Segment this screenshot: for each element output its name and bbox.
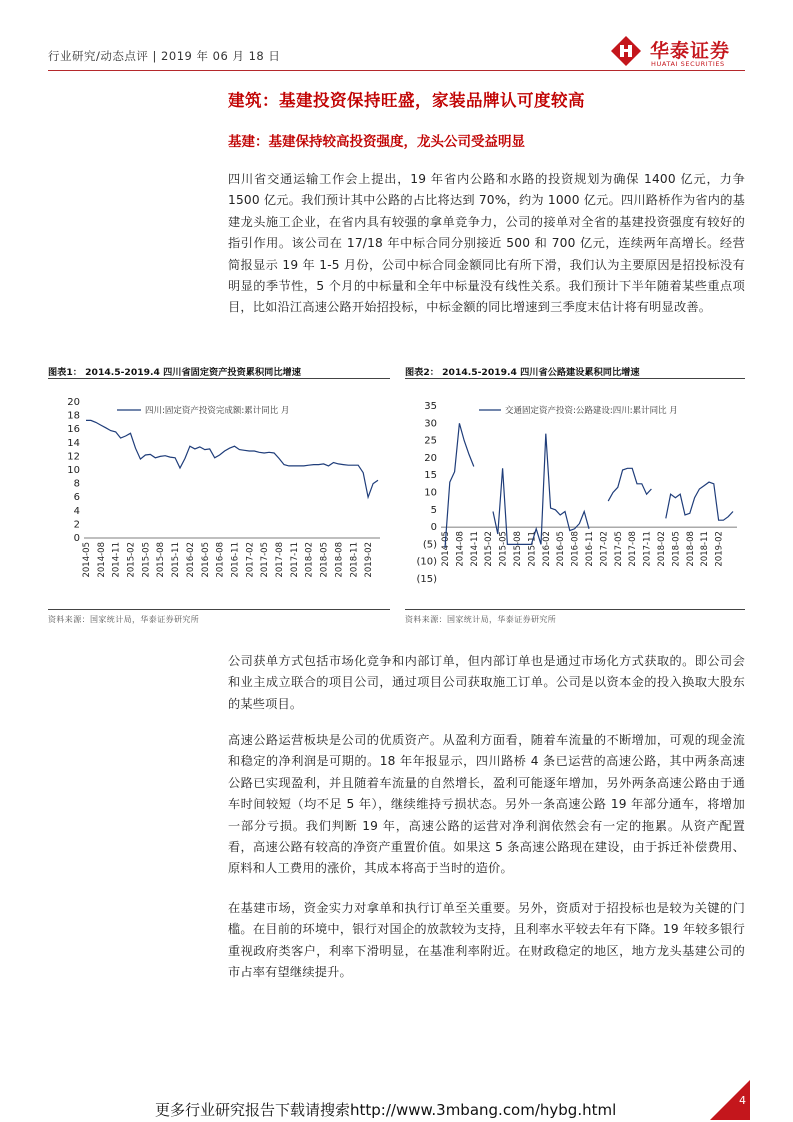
chart-2-x-tick-label: 2014-08 (455, 531, 466, 567)
chart-1-x-tick-label: 2017-11 (289, 542, 300, 578)
chart-2-x-tick-label: 2014-05 (441, 531, 451, 567)
footer-download-note: 更多行业研究报告下载请搜索http://www.3mbang.com/hybg.html (155, 1101, 617, 1119)
chart-2-x-tick-label: 2018-08 (685, 531, 696, 567)
chart-2-y-tick-label: (10) (416, 556, 437, 568)
chart-2-y-tick-label: 15 (424, 470, 437, 482)
chart-2 (405, 384, 745, 600)
chart-1-x-tick-label: 2018-05 (319, 542, 330, 578)
chart-1-x-tick-label: 2016-11 (230, 542, 241, 578)
figure-1-source: 资料来源：国家统计局，华泰证券研究所 (48, 615, 200, 624)
chart-1-y-tick-label: 12 (67, 451, 80, 463)
page-number: 4 (739, 1094, 746, 1107)
chart-2-x-tick-label: 2015-08 (513, 531, 523, 567)
chart-1-x-tick-label: 2016-05 (200, 542, 211, 578)
brand-name-english: HUATAI SECURITIES (651, 60, 725, 68)
figure-1-bottom-rule (48, 609, 390, 610)
chart-1-x-tick-label: 2014-11 (111, 542, 122, 578)
paragraph-2: 公司获单方式包括市场化竞争和内部订单，但内部订单也是通过市场化方式获取的。即公司会和业主成立联合的项目公司，通过项目公司获取施工订单。公司是以资本金的投入换取大股东的某些项目。 (228, 654, 745, 711)
chart-2-y-tick-label: 20 (424, 452, 437, 464)
chart-2-series-segment (666, 482, 733, 520)
chart-2-x-tick-label: 2017-02 (599, 531, 610, 567)
chart-1-y-tick-label: 6 (73, 492, 80, 504)
chart-2-x-tick-label: 2015-05 (498, 531, 509, 567)
subsection-heading: 基建：基建保持较高投资强度，龙头公司受益明显 (228, 134, 525, 150)
report-meta: 行业研究/动态点评 | 2019 年 06 月 18 日 (48, 49, 281, 63)
brand-name: 华泰证券 (650, 40, 731, 62)
chart-2-x-tick-label: 2015-11 (527, 531, 538, 567)
chart-2-x-tick-label: 2018-11 (700, 531, 711, 567)
chart-2-x-tick-label: 2017-05 (613, 531, 624, 567)
chart-1-x-tick-label: 2015-05 (141, 542, 152, 578)
chart-1-x-tick-label: 2015-11 (171, 542, 182, 578)
chart-1-y-tick-label: 20 (67, 397, 80, 408)
chart-2-series-segment (493, 434, 589, 545)
chart-1-y-tick-label: 14 (67, 437, 80, 449)
chart-1-y-tick-label: 2 (73, 519, 80, 531)
chart-2-x-tick-label: 2015-02 (484, 531, 495, 567)
chart-2-x-tick-label: 2017-11 (642, 531, 653, 567)
chart-1-x-tick-label: 2017-05 (260, 542, 271, 578)
chart-1-x-tick-label: 2016-02 (185, 542, 196, 578)
figure-2-bottom-rule (405, 609, 745, 610)
chart-2-y-tick-label: 5 (430, 504, 437, 516)
chart-2-y-tick-label: 30 (424, 418, 437, 430)
chart-2-x-tick-label: 2014-11 (469, 531, 480, 567)
huatai-logo-icon (611, 36, 641, 66)
chart-1-x-tick-label: 2018-11 (349, 542, 360, 578)
chart-2-x-tick-label: 2019-02 (714, 531, 725, 567)
chart-1-y-tick-label: 8 (73, 478, 80, 490)
chart-2-x-tick-label: 2016-08 (570, 531, 581, 567)
chart-2-x-tick-label: 2018-05 (671, 531, 682, 567)
chart-1-x-tick-label: 2015-02 (126, 542, 137, 578)
chart-1-y-tick-label: 0 (73, 533, 80, 544)
chart-1-x-tick-label: 2019-02 (364, 542, 375, 578)
chart-2-y-tick-label: (5) (422, 539, 437, 551)
figure-1-top-rule (48, 378, 390, 379)
chart-1-y-tick-label: 4 (73, 505, 80, 517)
paragraph-3: 高速公路运营板块是公司的优质资产。从盈利方面看，随着车流量的不断增加，可观的现金流和稳定的净利润是可期的。18 年年报显示，四川路桥 4 条已运营的高速公路，其中两条高速公路已实现盈利，并且随着车流量的自然增长，盈利可能逐年增加，另外两条高速公路由于通车时间较短（均不足 5 年），继续维持亏损状态。另外一条高速公路 19 年部分通车，将增加一部分亏损。我们判断 19 年，高速公路的运营对净利润依然会有一定的拖累。从资产配置看，高速公路有较高的净资产重置价值。如果这 5 条高速公路现在建设，由于拆迁补偿费用、原料和人工费用的涨价，其成本将高于当时的造价。 (228, 733, 745, 876)
chart-2-y-tick-label: (15) (416, 574, 437, 585)
chart-1-y-tick-label: 10 (67, 465, 80, 476)
chart-2-y-tick-label: 0 (430, 522, 437, 534)
section-heading: 建筑：基建投资保持旺盛，家装品牌认可度较高 (228, 91, 585, 110)
chart-1-x-tick-label: 2015-08 (156, 542, 167, 578)
paragraph-1: 四川省交通运输工作会上提出，19 年省内公路和水路的投资规划为确保 1400 亿元，力争 1500 亿元。我们预计其中公路的占比将达到 70%，约为 1000 亿元。四川路桥作为省内的基建龙头施工企业，在省内具有较强的拿单竞争力，公司的接单对全省的基建投资强度有较好的指引作用。该公司在 17/18 年中标合同分别接近 500 和 700 亿元，连续两年高增长。经营简报显示 19 年 1-5 月份，公司中标合同金额同比有所下滑，我们认为主要原因是招投标没有明显的季节性，5 个月的中标量和全年中标量没有线性关系。我们预计下半年随着某些重点项目，比如沿江高速公路开始招投标，中标金额的同比增速到三季度末估计将有明显改善。 (228, 172, 745, 315)
chart-2-x-tick-label: 2018-02 (657, 531, 667, 567)
chart-2-series-segment (608, 468, 651, 501)
figure-2-top-rule (405, 378, 745, 379)
chart-1-y-tick-label: 18 (67, 410, 80, 422)
chart-2-x-tick-label: 2016-11 (585, 531, 595, 567)
chart-1-x-tick-label: 2018-08 (334, 542, 345, 578)
chart-2-series-segment (445, 423, 474, 548)
chart-2-x-tick-label: 2016-05 (556, 531, 567, 567)
figure-1-title: 图表1： 2014.5-2019.4 四川省固定资产投资累积同比增速 (48, 367, 301, 378)
chart-1-y-tick-label: 16 (67, 424, 80, 436)
figure-2-source: 资料来源：国家统计局，华泰证券研究所 (405, 615, 557, 624)
chart-1-x-tick-label: 2017-08 (275, 542, 286, 578)
chart-1-x-tick-label: 2014-05 (82, 542, 92, 578)
chart-2-y-tick-label: 25 (424, 435, 437, 447)
chart-2-x-tick-label: 2016-02 (541, 531, 552, 567)
paragraph-4: 在基建市场，资金实力对拿单和执行订单至关重要。另外，资质对于招投标也是较为关键的门槛。在目前的环境中，银行对国企的放款较为支持，且利率水平较去年有下降。19 年较多银行重视政府类客户，利率下滑明显，在基准利率附近。在财政稳定的地区，地方龙头基建公司的市占率有望继续提升。 (228, 901, 745, 980)
chart-1 (48, 384, 390, 600)
chart-1-x-tick-label: 2014-08 (96, 542, 107, 578)
chart-2-y-tick-label: 35 (424, 401, 437, 412)
chart-1-x-tick-label: 2016-08 (215, 542, 226, 578)
header-divider (48, 70, 745, 71)
chart-1-x-tick-label: 2018-02 (304, 542, 315, 578)
chart-1-series-line (86, 420, 378, 497)
chart-1-x-tick-label: 2017-02 (245, 542, 256, 578)
figure-2-title: 图表2： 2014.5-2019.4 四川省公路建设累积同比增速 (405, 367, 640, 378)
chart-1-legend: 四川:固定资产投资完成额:累计同比 月 (145, 406, 290, 416)
chart-2-x-tick-label: 2017-08 (628, 531, 639, 567)
chart-2-legend: 交通固定资产投资:公路建设:四川:累计同比 月 (505, 406, 678, 416)
chart-2-y-tick-label: 10 (424, 487, 437, 499)
